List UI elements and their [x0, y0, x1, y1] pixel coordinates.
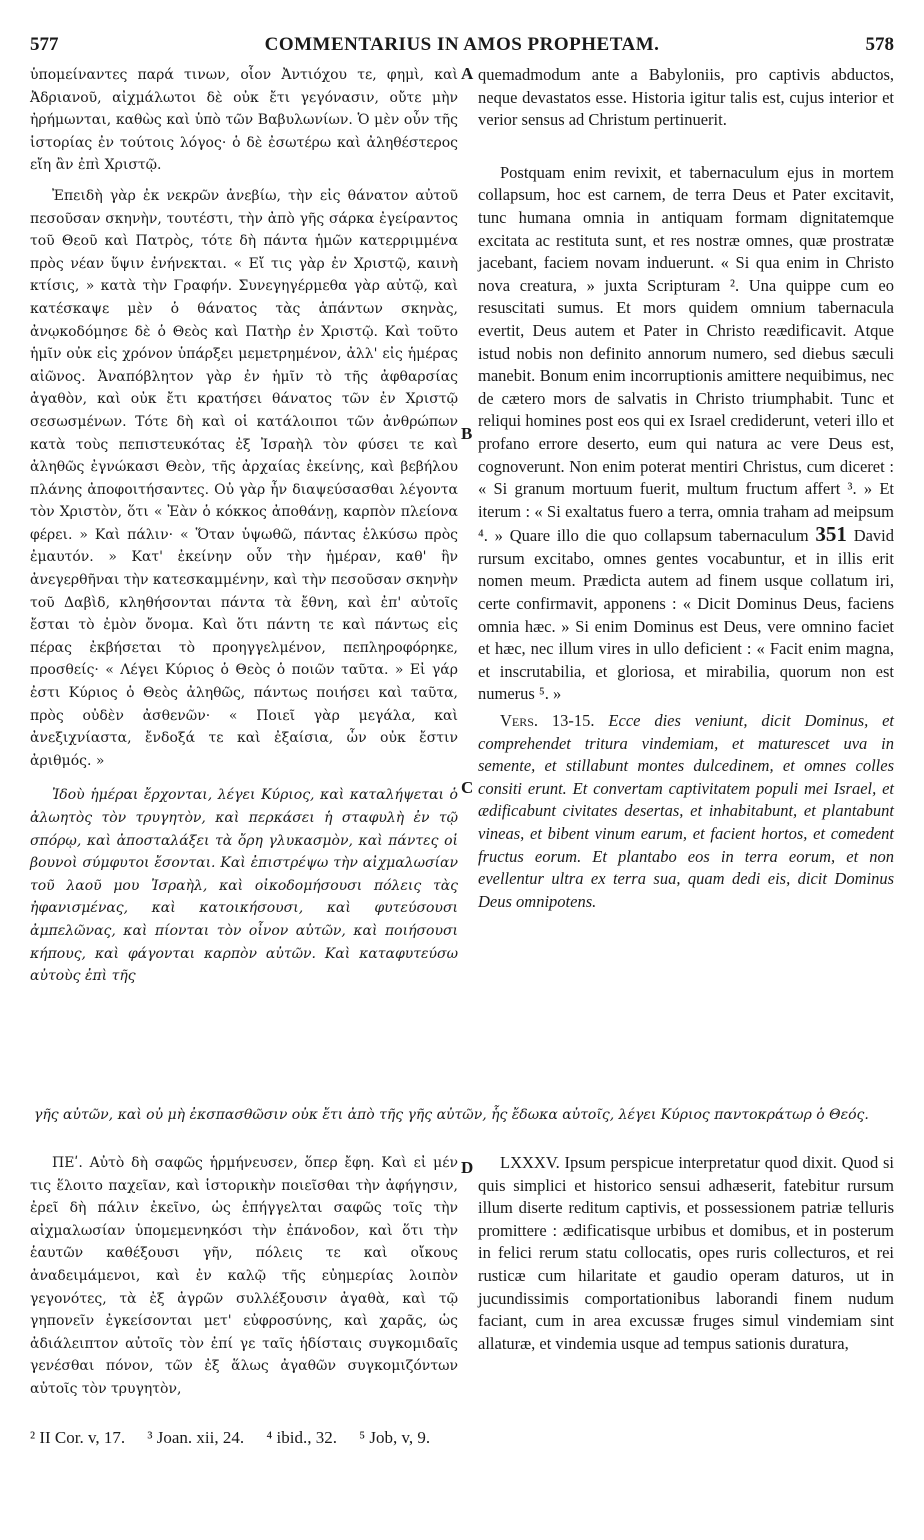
greek-paragraph-85: ΠΕʹ. Αὐτὸ δὴ σαφῶς ἡρμήνευσεν, ὅπερ ἔφη. Καὶ εἰ μέν τις ἕλοιτο παχεῖαν, καὶ ἱστορικὴν ποιεῖσθαι τὴν ἀφήγησιν, ἐρεῖ δὴ πάλιν ἐκεῖνο, ὡς ἐπήγγελται σαφῶς τοῖς τὴν αἰχμαλωσίαν ὑπομεμενηκόσι τὴν ἐπάνοδον, καὶ ὅτι τὴν ἑαυτῶν καθέξουσι γῆν, πόλεις τε καὶ οἴκους ἀναδειμάμενοι, καὶ ἐν καλῷ τῆς εὐημερίας λοιπὸν γεγονότες, τὰ ἐξ ἀγρῶν συλλέξουσιν ἀγαθὰ, καὶ τῷ γηπονεῖν ἐγκείσονται μετ' εὐφροσύνης, καὶ χαρᾶς, ὡς ἀδιάλειπτον αὐτοῖς τὸν ἐπί γε ταῖς ἡδίσταις συγκομιδαῖς γενέσθαι πόνον, τῶν ἐξ ἅλως ἀγαθῶν συγκομιζόντων αὐτοῖς τὸν τρυγητὸν, — [30, 1155, 458, 1397]
footnote-5: ⁵ Job, v, 9. — [359, 1428, 431, 1447]
running-header — [30, 34, 894, 58]
right-page-number: 578 — [865, 34, 894, 55]
greek-column — [30, 64, 458, 988]
footnote-3: ³ Joan. xii, 24. — [147, 1428, 245, 1447]
latin-verse-block — [478, 710, 894, 913]
footnote-2: ² II Cor. v, 17. — [30, 1428, 126, 1447]
latin-column — [478, 64, 894, 913]
latin-paragraph-2b: David rursum excitabo, omnes gentes vocabuntur, et in illis erit nomen meum. Prædicta autem ad finem usque collatum iri, certe confirmavit, apponens : « Dicit Dominus Deus, faciens omnia hæc. » Si enim Dominus est Deus, vere omnino faciet et hæc, nec illum vires in ullo deficient : « Facit enim magna, et inscrutabilia, et gloriosa, et mirabilia, quorum non est numerus ⁵. » — [478, 526, 895, 704]
left-page-number: 577 — [30, 34, 59, 55]
margin-letter-d: D — [461, 1158, 474, 1177]
greek-scripture-full-width: γῆς αὐτῶν, καὶ οὐ μὴ ἐκσπασθῶσιν οὐκ ἔτι ἀπὸ τῆς γῆς αὐτῶν, ἧς ἔδωκα αὐτοῖς, λέγει Κύριος παντοκράτωρ ὁ Θεός. — [34, 1107, 869, 1123]
greek-paragraph-2: Ἐπειδὴ γὰρ ἐκ νεκρῶν ἀνεβίω, τὴν εἰς θάνατον αὐτοῦ πεσοῦσαν σκηνὴν, τουτέστι, τὴν ἀπὸ γῆς σάρκα ἐγείραντος τοῦ Θεοῦ καὶ Πατρὸς, τότε δὴ πάντα ἡμῶν κατερριμμένα πρὸς νέαν ὕψιν ἐνήνεκται. « Εἴ τις γὰρ ἐν Χριστῷ, καινὴ κτίσις, » κατὰ τὴν Γραφήν. Συνεγηγέρμεθα γὰρ αὐτῷ, καὶ κατέσκαψε μὲν ὁ θάνατος τὰς ἁπάντων σκηνὰς, ἀνῳκοδόμησε δὲ ὁ Θεὸς καὶ Πατὴρ ἐν Χριστῷ. Καὶ τοῦτο ἡμῖν οὐκ εἰς χρόνον ὑπάρξει μεμετρημένον, ἀλλ' εἰς ἡμέρας αἰῶνος. Ἀναπόβλητον γὰρ ἐν ἡμῖν τὸ τῆς ἀφθαρσίας ἀγαθὸν, καὶ οὐκ ἔτι κρατήσει θάνατος τῶν ἐν Χριστῷ σεσωσμένων. Τότε δὴ καὶ οἱ κατάλοιποι τῶν ἀνθρώπων κατὰ τοὺς πεπιστευκότας ἐξ Ἰσραὴλ τὸν φύσει τε καὶ ἀληθῶς ἐγνώκασι Θεὸν, τῆς ἀρχαίας ἐκείνης, καὶ βεβήλου πλάνης ἀποφοιτήσαντες. Οὐ γὰρ ἦν διαψεύσασθαι λέγοντα τὸν Χριστὸν, ὅτι « Ἐὰν ὁ κόκκος ἀποθάνῃ, καρπὸν πλείονα φέρει. » Καὶ πάλιν· « Ὅταν ὑψωθῶ, πάντας ἑλκύσω πρὸς ἐμαυτόν. » Κατ' ἐκείνην οὖν τὴν ἡμέραν, καθ' ἣν ἀνεγερθῆναι τὴν κατεσκαμμένην, καὶ τὴν πεσοῦσαν σκηνὴν τοῦ Δαβὶδ, κληθήσονται πάντα τὰ ἔθνη, καὶ ἐπ' αὐτοῖς ἔσται τὸ ἐμὸν ὄνομα. Καὶ ὅτι πάντη τε καὶ πάντως εἰς πέρας ἐκβήσεται τὸ προηγγελμένον, πεπληροφόρηκε, προσθείς· « Λέγει Κύριος ὁ Θεὸς ὁ ποιῶν ταῦτα. » Εἰ γάρ ἐστι Κύριος ὁ Θεὸς ἀληθῶς, πάντως ποιήσει καὶ ταῦτα, πρὸς οὐδὲν ἀσθενῶν· « Ποιεῖ γὰρ μεγάλα, καὶ ἀνεξιχνίαστα, ἔνδοξά τε καὶ ἐξαίσια, ὧν οὐκ ἔστιν ἀριθμός. » — [30, 187, 458, 769]
latin-scripture-quote: Ecce dies veniunt, dicit Dominus, et comprehendet tritura vindemiam, et maturescet uva in semente, et stillabunt montes dulcedinem, et omnes colles consiti erunt. Et convertam captivitatem populi mei Israel, et ædificabunt civitates desertas, et inhabitabunt, et plantabunt vineas, et bibent vinum earum, et facient hortos, et comedent fructus eorum. Et plantabo eos in terra eorum, et non evellentur ultra ex terra sua, quam dedi eis, dicit Dominus Deus omnipotens. — [478, 711, 895, 911]
greek-column-lower — [30, 1152, 458, 1401]
margin-letter-a: A — [461, 64, 474, 83]
footnotes — [30, 1428, 890, 1448]
latin-paragraph-2a: Postquam enim revixit, et tabernaculum ejus in mortem collapsum, hoc est carnem, de terra Deus et Pater excitavit, tunc humana omnia in antiquam formam dignitatemque excitata ac restituta sunt, et res nostræ omnes, quæ prostratæ jacebant, faciem novam induerunt. « Si qua enim in Christo nova creatura, » juxta Scripturam ². Una quippe cum eo resuscitati sumus. Et mors quidem omnium tabernacula evertit, Deus autem et Pater in Christo reædificavit. Atque istud nobis non definito annorum numero, sed diebus sæculi manebit. Bonum enim incorruptionis amittere nequibimus, nec de cætero mors de salvatis in Christo triumphabit. Tunc et reliqui homines post eos qui ex Israel crediderunt, veteri illo et profano errore deserto, eum qui natura ac vere Deus est, cognoverunt. Non enim poterat mentiri Christus, cum diceret : « Si granum mortuum fuerit, multum fructum affert ³. » Et iterum : « Si exaltatus fuero a terra, omnia traham ad meipsum ⁴. » Quare illo die quo collapsum tabernaculum — [478, 162, 894, 546]
latin-column-lower — [478, 1152, 894, 1355]
verse-label: Vers. 13-15. — [500, 711, 595, 731]
margin-letter-b: B — [461, 424, 473, 443]
latin-paragraph-1: quemadmodum ante a Babyloniis, pro captivis abductos, neque devastatos esse. Historia igitur talis est, cujus interior et verior sensus ad Christum pertinuerit. — [478, 65, 894, 130]
margin-letter-c: C — [461, 778, 474, 797]
greek-scripture-quote: Ἰδοὺ ἡμέραι ἔρχονται, λέγει Κύριος, καὶ καταλήψεται ὁ ἀλωητὸς τὸν τρυγητὸν, καὶ περκάσει ἡ σταφυλὴ ἐν τῷ σπόρῳ, καὶ ἀποσταλάξει τὰ ὄρη γλυκασμὸν, καὶ πάντες οἱ βουνοὶ σύμφυτοι ἔσονται. Καὶ ἐπιστρέψω τὴν αἰχμαλωσίαν τοῦ λαοῦ μου Ἰσραὴλ, καὶ οἰκοδομήσουσι πόλεις τὰς ἠφανισμένας, καὶ κατοικήσουσι, καὶ φυτεύσουσι ἀμπελῶνας, καὶ πίονται τὸν οἶνον αὐτῶν, καὶ ποιήσουσι κήπους, καὶ φάγονται καρπὸν αὐτῶν. Καὶ καταφυτεύσω αὐτοὺς ἐπὶ τῆς — [30, 787, 458, 985]
latin-paragraph-85: LXXXV. Ipsum perspicue interpretatur quod dixit. Quod si quis simplici et historico sensui adhæserit, fatebitur rursum illum diserte reditum captivis, et possessionem patriæ telluris promittere : ædificatisque urbibus et domibus, et in posterum in felici rerum statu collocatis, opes ruris collecturos, et rei rusticæ cum hilaritate et gaudio operam daturos, ut in jucundissimis comportationibus laborandi finem nudum faciant, cum in area excussæ fruges simul vindemiam sint allaturæ, et vindemia usque ad tempus sationis duratura, — [478, 1153, 894, 1353]
footnote-4: ⁴ ibid., 32. — [266, 1428, 337, 1447]
column-number-351: 351 — [815, 522, 847, 547]
running-title: COMMENTARIUS IN AMOS PROPHETAM. — [264, 34, 660, 55]
latin-paragraph-2 — [478, 162, 894, 706]
greek-paragraph-1: ὑπομείναντες παρά τινων, οἷον Ἀντιόχου τε, φημὶ, καὶ Ἀδριανοῦ, αἰχμάλωτοι δὲ οὐκ ἔτι γεγόνασιν, οὔτε μὴν ἠρήμωνται, καθὼς καὶ ὑπὸ τῶν Βαβυλωνίων. Ὁ μὲν οὖν τῆς ἱστορίας ἐν τούτοις λόγος· ὁ δὲ ἐσωτέρω καὶ ἀληθέστερος εἴη ἂν ἐπὶ Χριστῷ. — [30, 67, 458, 174]
